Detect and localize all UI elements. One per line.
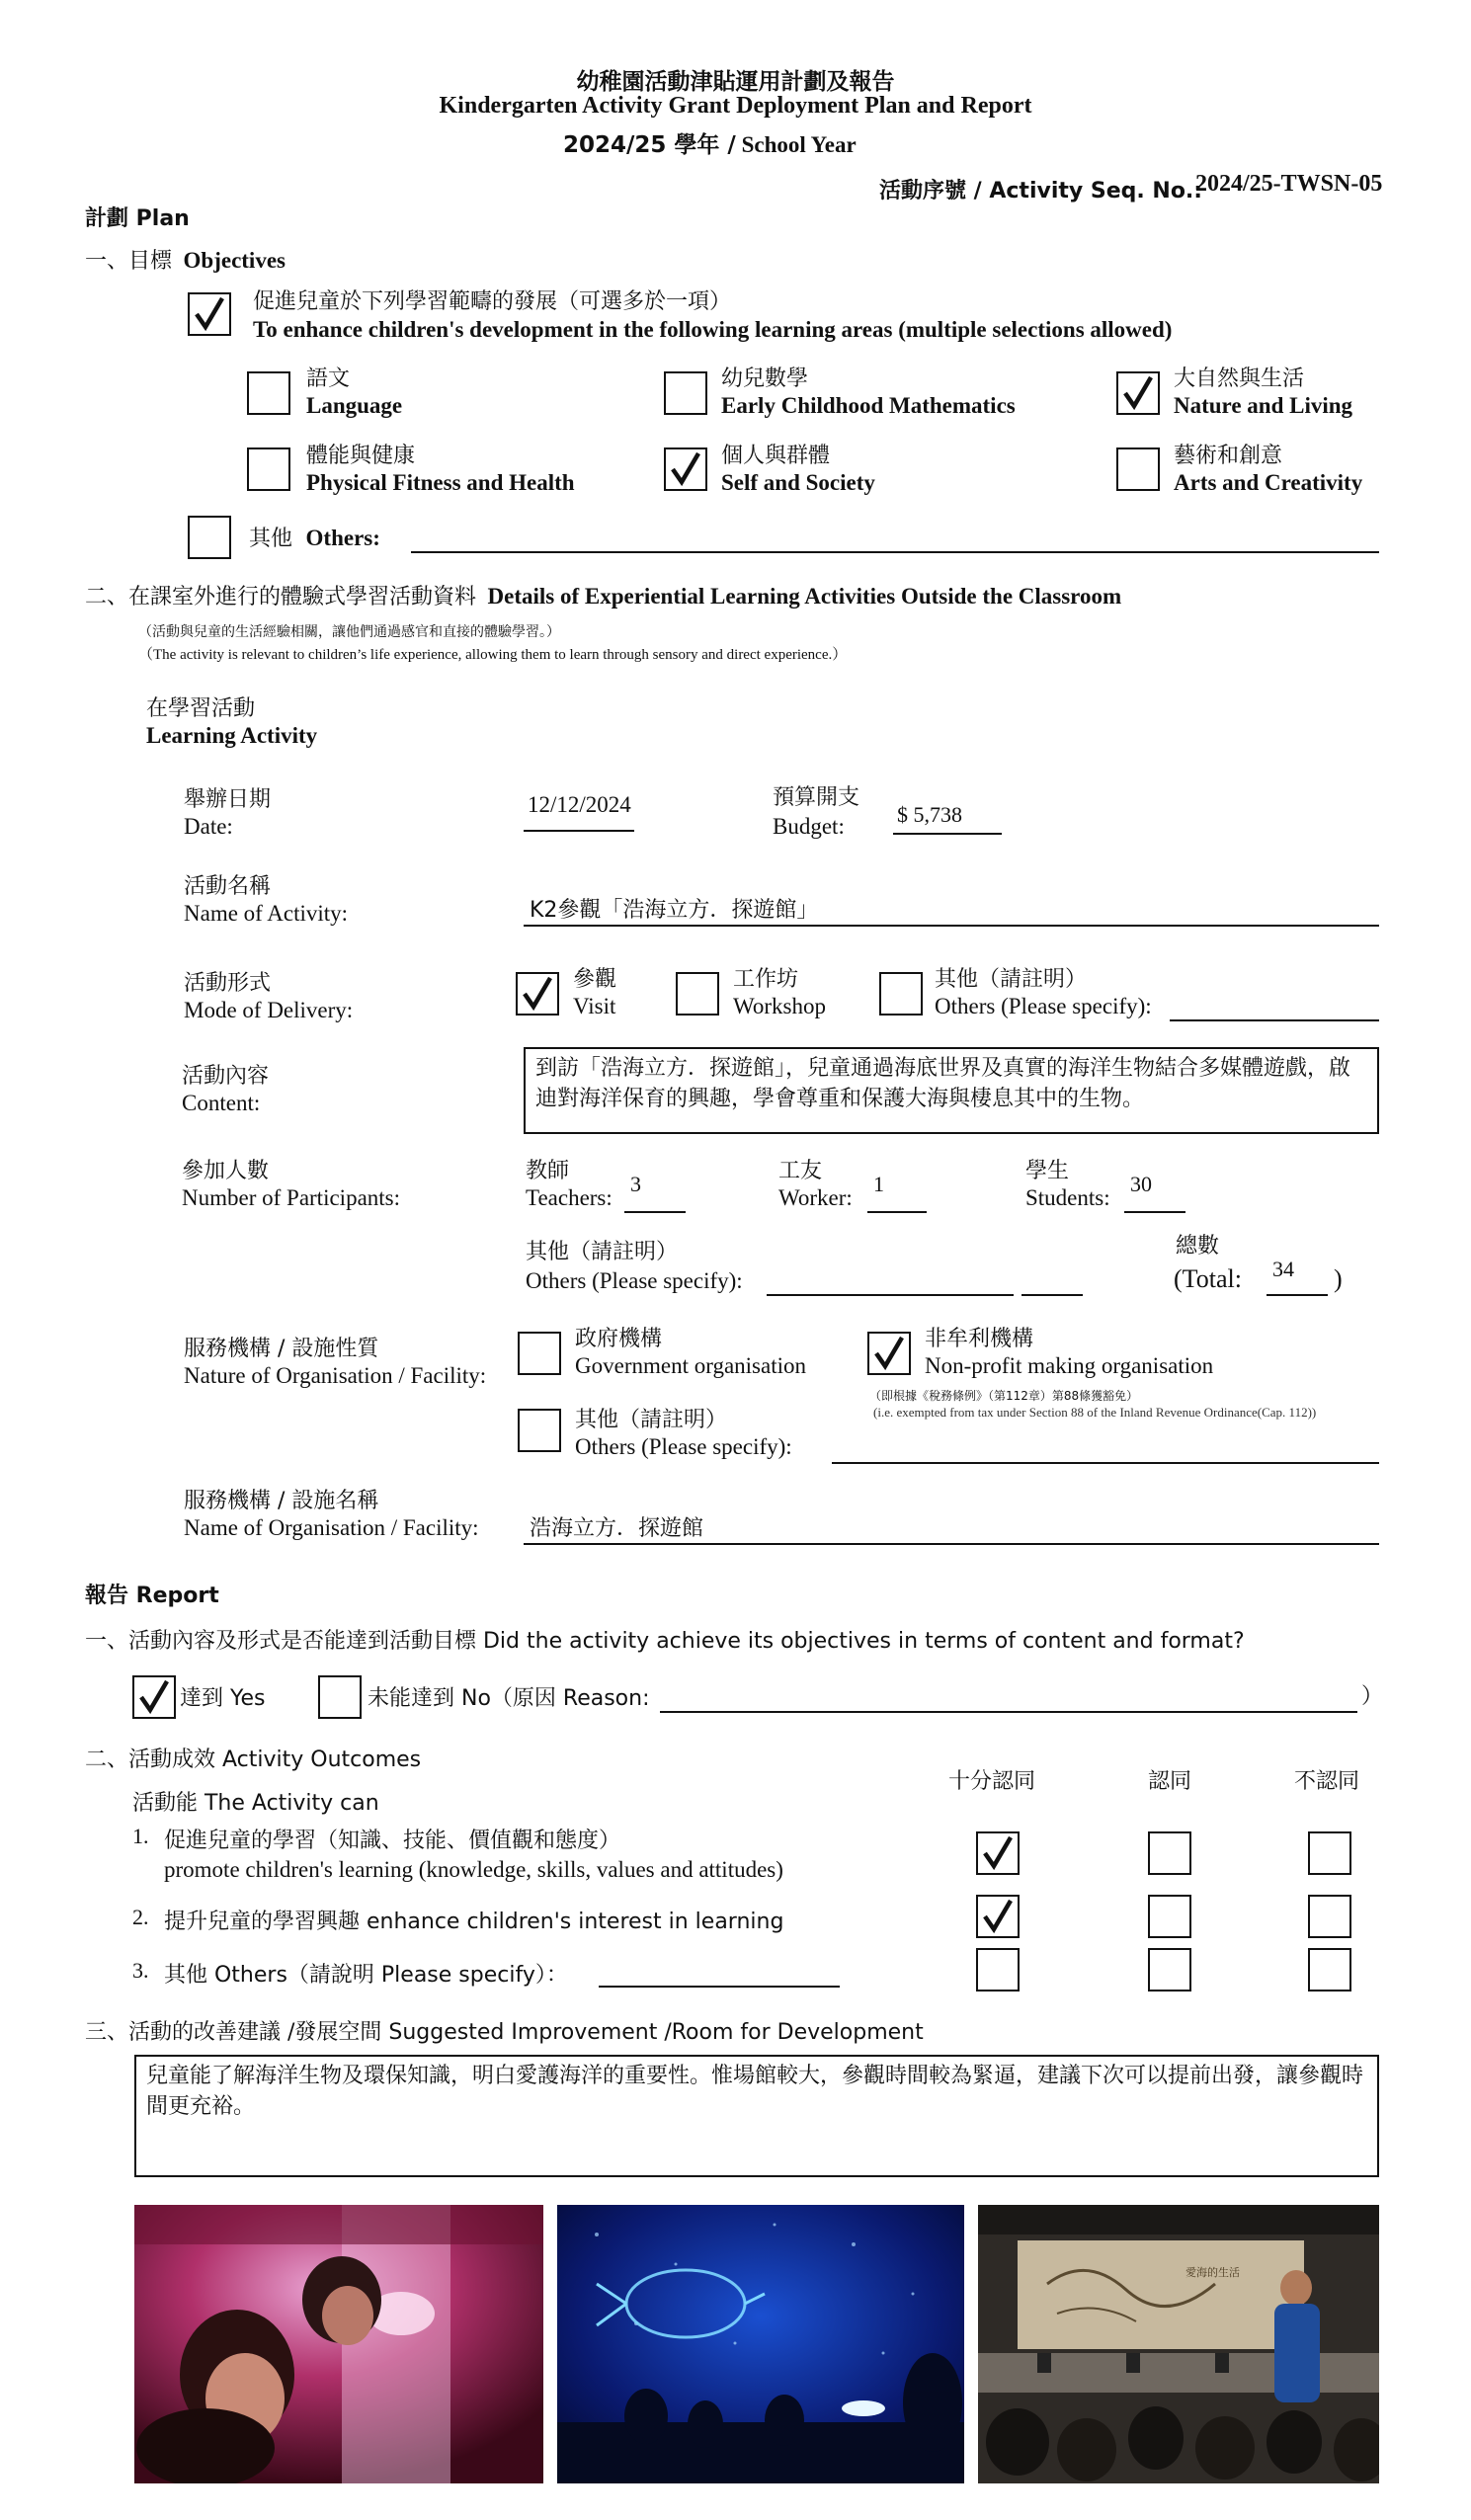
org-npo-note-en: (i.e. exempted from tax under Section 88 of the Inland Revenue Ordinance(Cap. 112)) — [873, 1405, 1317, 1420]
report-heading: 報告 Report — [85, 1584, 219, 1608]
details-note-en: （The activity is relevant to children’s life experience, allowing them to learn through sensory and direct experience.） — [138, 647, 848, 663]
teachers-underline — [624, 1211, 686, 1213]
learning-activity-en: Learning Activity — [146, 723, 318, 748]
objectives-heading — [85, 244, 286, 275]
outcome-2-strongly-agree-checkbox[interactable] — [976, 1895, 1020, 1938]
check-mark-icon — [134, 1677, 174, 1717]
org-npo-zh: 非牟利機構 — [925, 1327, 1034, 1351]
outcome-item-1-num: 1. — [132, 1824, 149, 1848]
objective-main-en: To enhance children's development in the following learning areas (multiple selections allowed) — [253, 317, 1173, 342]
photo-ocean-projection — [557, 2205, 964, 2483]
school-year-label: School Year — [741, 132, 857, 157]
org-type-label-zh: 服務機構 / 設施性質 — [184, 1337, 379, 1361]
school-year-prefix: 2024/25 學年 / — [563, 132, 736, 158]
outcome-1-agree-checkbox[interactable] — [1148, 1831, 1191, 1875]
check-mark-icon — [1118, 373, 1158, 413]
objective-others-label — [249, 522, 380, 552]
area-self-society-zh: 個人與群體 — [721, 444, 831, 468]
title-en: Kindergarten Activity Grant Deployment Plan and Report — [439, 93, 1032, 119]
outcome-2-disagree-checkbox[interactable] — [1308, 1895, 1351, 1938]
objectives-heading-en: Objectives — [183, 248, 286, 273]
content-label-en: Content: — [182, 1091, 261, 1115]
content-value: 到訪「浩海立方．探遊館」，兒童通過海底世界及真實的海洋生物結合多媒體遊戲，啟迪對海洋保育的興趣，學會尊重和保護大海與棲息其中的生物。 — [535, 1056, 1351, 1111]
objectives-heading-zh: 一、目標 — [85, 249, 173, 274]
area-nature-checkbox[interactable] — [1116, 371, 1160, 415]
report-no-reason-line[interactable] — [660, 1711, 1357, 1713]
area-arts-zh: 藝術和創意 — [1174, 444, 1283, 468]
col-strongly-agree: 十分認同 — [948, 1769, 1036, 1794]
teachers-value[interactable]: 3 — [630, 1172, 641, 1196]
report-no-close: ） — [1361, 1684, 1384, 1709]
participants-others-count-line[interactable] — [1022, 1294, 1083, 1296]
budget-underline — [893, 833, 1002, 835]
budget-label-zh: 預算開支 — [773, 785, 860, 810]
photo-guide-display-board — [978, 2205, 1379, 2483]
students-value[interactable]: 30 — [1130, 1172, 1152, 1196]
date-label-zh: 舉辦日期 — [184, 787, 272, 812]
area-nature-en: Nature and Living — [1174, 393, 1353, 418]
participants-others-input-line[interactable] — [767, 1294, 1014, 1296]
col-agree: 認同 — [1148, 1769, 1192, 1794]
outcome-3-strongly-agree-checkbox[interactable] — [976, 1948, 1020, 1992]
date-value[interactable]: 12/12/2024 — [528, 792, 631, 817]
worker-label-zh: 工友 — [778, 1159, 823, 1183]
improvement-text: 兒童能了解海洋生物及環保知識，明白愛護海洋的重要性。惟場館較大，參觀時間較為緊逼，建議下次可以提前出發，讓參觀時間更充裕。 — [146, 2064, 1364, 2119]
objective-others-zh: 其他 — [249, 527, 293, 551]
area-fitness-checkbox[interactable] — [247, 447, 290, 491]
total-value[interactable]: 34 — [1272, 1257, 1294, 1281]
title-zh: 幼稚園活動津貼運用計劃及報告 — [576, 69, 895, 95]
org-name-underline — [524, 1543, 1379, 1545]
area-language-zh: 語文 — [306, 366, 351, 391]
school-year — [563, 126, 857, 159]
outcome-item-1-zh: 促進兒童的學習（知識、技能、價值觀和態度） — [164, 1829, 621, 1853]
report-no-checkbox[interactable] — [318, 1675, 362, 1719]
activity-photo-3 — [978, 2205, 1379, 2483]
report-q1: 一、活動內容及形式是否能達到活動目標 Did the activity achieve its objectives in terms of content and format? — [85, 1629, 1245, 1654]
report-yes-label: 達到 Yes — [180, 1686, 266, 1711]
budget-value[interactable]: $ 5,738 — [897, 802, 962, 827]
mode-workshop-en: Workshop — [733, 994, 826, 1018]
org-type-label-en: Nature of Organisation / Facility: — [184, 1363, 487, 1388]
outcome-item-2-num: 2. — [132, 1905, 149, 1929]
org-npo-note-zh: （即根據《稅務條例》（第112章）第88條獲豁免） — [869, 1389, 1139, 1403]
org-gov-checkbox[interactable] — [518, 1332, 561, 1375]
check-mark-icon — [666, 449, 705, 489]
org-other-zh: 其他（請註明） — [575, 1408, 728, 1432]
area-arts-en: Arts and Creativity — [1174, 470, 1363, 495]
org-npo-en: Non-profit making organisation — [925, 1353, 1214, 1378]
mode-label-zh: 活動形式 — [184, 971, 272, 996]
total-underline — [1267, 1294, 1328, 1296]
report-yes-checkbox[interactable] — [132, 1675, 176, 1719]
date-underline — [524, 830, 634, 832]
improvement-heading: 三、活動的改善建議 /發展空間 Suggested Improvement /Room for Development — [85, 2020, 924, 2045]
check-mark-icon — [978, 1833, 1018, 1873]
org-other-en: Others (Please specify): — [575, 1434, 792, 1459]
details-heading — [85, 580, 1121, 610]
area-math-checkbox[interactable] — [664, 371, 707, 415]
activity-photo-2 — [557, 2205, 964, 2483]
area-math-en: Early Childhood Mathematics — [721, 393, 1016, 418]
improvement-box[interactable] — [134, 2055, 1379, 2177]
outcome-item-3-input-line[interactable] — [599, 1986, 840, 1988]
teachers-label-zh: 教師 — [526, 1159, 570, 1183]
mode-visit-checkbox[interactable] — [516, 972, 559, 1016]
outcome-2-agree-checkbox[interactable] — [1148, 1895, 1191, 1938]
worker-underline — [867, 1211, 927, 1213]
participants-label-en: Number of Participants: — [182, 1185, 401, 1210]
org-name-label-en: Name of Organisation / Facility: — [184, 1515, 479, 1540]
teachers-label-en: Teachers: — [526, 1185, 613, 1210]
mode-label-en: Mode of Delivery: — [184, 998, 354, 1022]
objective-others-checkbox[interactable] — [188, 516, 231, 559]
check-mark-icon — [869, 1334, 909, 1373]
content-label-zh: 活動內容 — [182, 1064, 270, 1089]
mode-visit-en: Visit — [573, 994, 616, 1018]
date-label-en: Date: — [184, 814, 233, 839]
objective-others-input-line[interactable] — [411, 551, 1379, 553]
students-underline — [1124, 1211, 1185, 1213]
students-label-zh: 學生 — [1025, 1159, 1070, 1183]
details-heading-zh: 二、在課室外進行的體驗式學習活動資料 — [85, 585, 477, 610]
org-gov-en: Government organisation — [575, 1353, 806, 1378]
mode-others-checkbox[interactable] — [879, 972, 923, 1016]
activity-name-value[interactable]: K2參觀「浩海立方．探遊館」 — [530, 898, 819, 923]
worker-label-en: Worker: — [778, 1185, 853, 1210]
mode-others-input-line[interactable] — [1170, 1019, 1379, 1021]
area-fitness-zh: 體能與健康 — [306, 444, 416, 468]
area-language-checkbox[interactable] — [247, 371, 290, 415]
learning-activity-zh: 在學習活動 — [146, 696, 256, 721]
mode-workshop-zh: 工作坊 — [733, 967, 799, 992]
objective-others-en: Others: — [305, 526, 380, 550]
mode-visit-zh: 參觀 — [573, 967, 617, 992]
content-box[interactable] — [524, 1047, 1379, 1134]
org-name-value[interactable]: 浩海立方．探遊館 — [530, 1516, 704, 1541]
org-other-checkbox[interactable] — [518, 1409, 561, 1452]
objective-main-zh: 促進兒童於下列學習範疇的發展（可選多於一項） — [253, 289, 732, 314]
area-language-en: Language — [306, 393, 403, 418]
outcome-item-1-en: promote children's learning (knowledge, skills, values and attitudes) — [164, 1857, 783, 1882]
participants-label-zh: 參加人數 — [182, 1159, 270, 1183]
area-self-society-en: Self and Society — [721, 470, 875, 495]
check-mark-icon — [190, 294, 229, 334]
participants-others-en: Others (Please specify): — [526, 1268, 743, 1293]
participants-others-zh: 其他（請註明） — [526, 1240, 679, 1264]
col-disagree: 不認同 — [1294, 1769, 1360, 1794]
activity-name-label-zh: 活動名稱 — [184, 874, 272, 899]
activity-name-underline — [524, 925, 1379, 927]
org-name-label-zh: 服務機構 / 設施名稱 — [184, 1489, 379, 1513]
total-label-zh: 總數 — [1176, 1234, 1220, 1259]
plan-heading: 計劃 Plan — [85, 206, 190, 231]
total-close: ) — [1334, 1264, 1343, 1293]
budget-label-en: Budget: — [773, 814, 845, 839]
photo-3-board-caption: 愛海的生活 — [1185, 2266, 1240, 2279]
org-npo-checkbox[interactable] — [867, 1332, 911, 1375]
total-label-en: (Total: — [1174, 1264, 1242, 1293]
outcome-item-2-zh: 提升兒童的學習興趣 enhance children's interest in learning — [164, 1910, 784, 1934]
activity-can-label: 活動能 The Activity can — [132, 1791, 379, 1816]
activity-name-label-en: Name of Activity: — [184, 901, 349, 926]
mode-workshop-checkbox[interactable] — [676, 972, 719, 1016]
details-heading-en: Details of Experiential Learning Activities Outside the Classroom — [487, 584, 1122, 609]
students-label-en: Students: — [1025, 1185, 1110, 1210]
details-note-zh: （活動與兒童的生活經驗相關，讓他們通過感官和直接的體驗學習。） — [138, 624, 560, 640]
outcome-3-agree-checkbox[interactable] — [1148, 1948, 1191, 1992]
outcome-3-disagree-checkbox[interactable] — [1308, 1948, 1351, 1992]
org-gov-zh: 政府機構 — [575, 1327, 663, 1351]
report-no-label: 未能達到 No（原因 Reason: — [368, 1686, 650, 1711]
activity-photo-1 — [134, 2205, 543, 2483]
outcomes-heading: 二、活動成效 Activity Outcomes — [85, 1748, 422, 1772]
area-nature-zh: 大自然與生活 — [1174, 366, 1305, 391]
area-self-society-checkbox[interactable] — [664, 447, 707, 491]
area-math-zh: 幼兒數學 — [721, 366, 809, 391]
outcome-item-3-zh: 其他 Others（請說明 Please specify）： — [164, 1963, 568, 1988]
check-mark-icon — [978, 1897, 1018, 1936]
worker-value[interactable]: 1 — [873, 1172, 884, 1196]
org-other-input-line[interactable] — [832, 1462, 1379, 1464]
outcome-item-3-num: 3. — [132, 1958, 149, 1983]
mode-others-zh: 其他（請註明） — [935, 967, 1088, 992]
outcome-1-strongly-agree-checkbox[interactable] — [976, 1831, 1020, 1875]
objective-main-checkbox[interactable] — [188, 292, 231, 336]
mode-others-en: Others (Please specify): — [935, 994, 1152, 1018]
photo-children-red-tank — [134, 2205, 543, 2483]
check-mark-icon — [518, 974, 557, 1014]
outcome-1-disagree-checkbox[interactable] — [1308, 1831, 1351, 1875]
area-fitness-en: Physical Fitness and Health — [306, 470, 575, 495]
area-arts-checkbox[interactable] — [1116, 447, 1160, 491]
activity-seq-value: 2024/25-TWSN-05 — [1195, 171, 1383, 197]
activity-seq-label: 活動序號 / Activity Seq. No.: — [879, 179, 1203, 203]
